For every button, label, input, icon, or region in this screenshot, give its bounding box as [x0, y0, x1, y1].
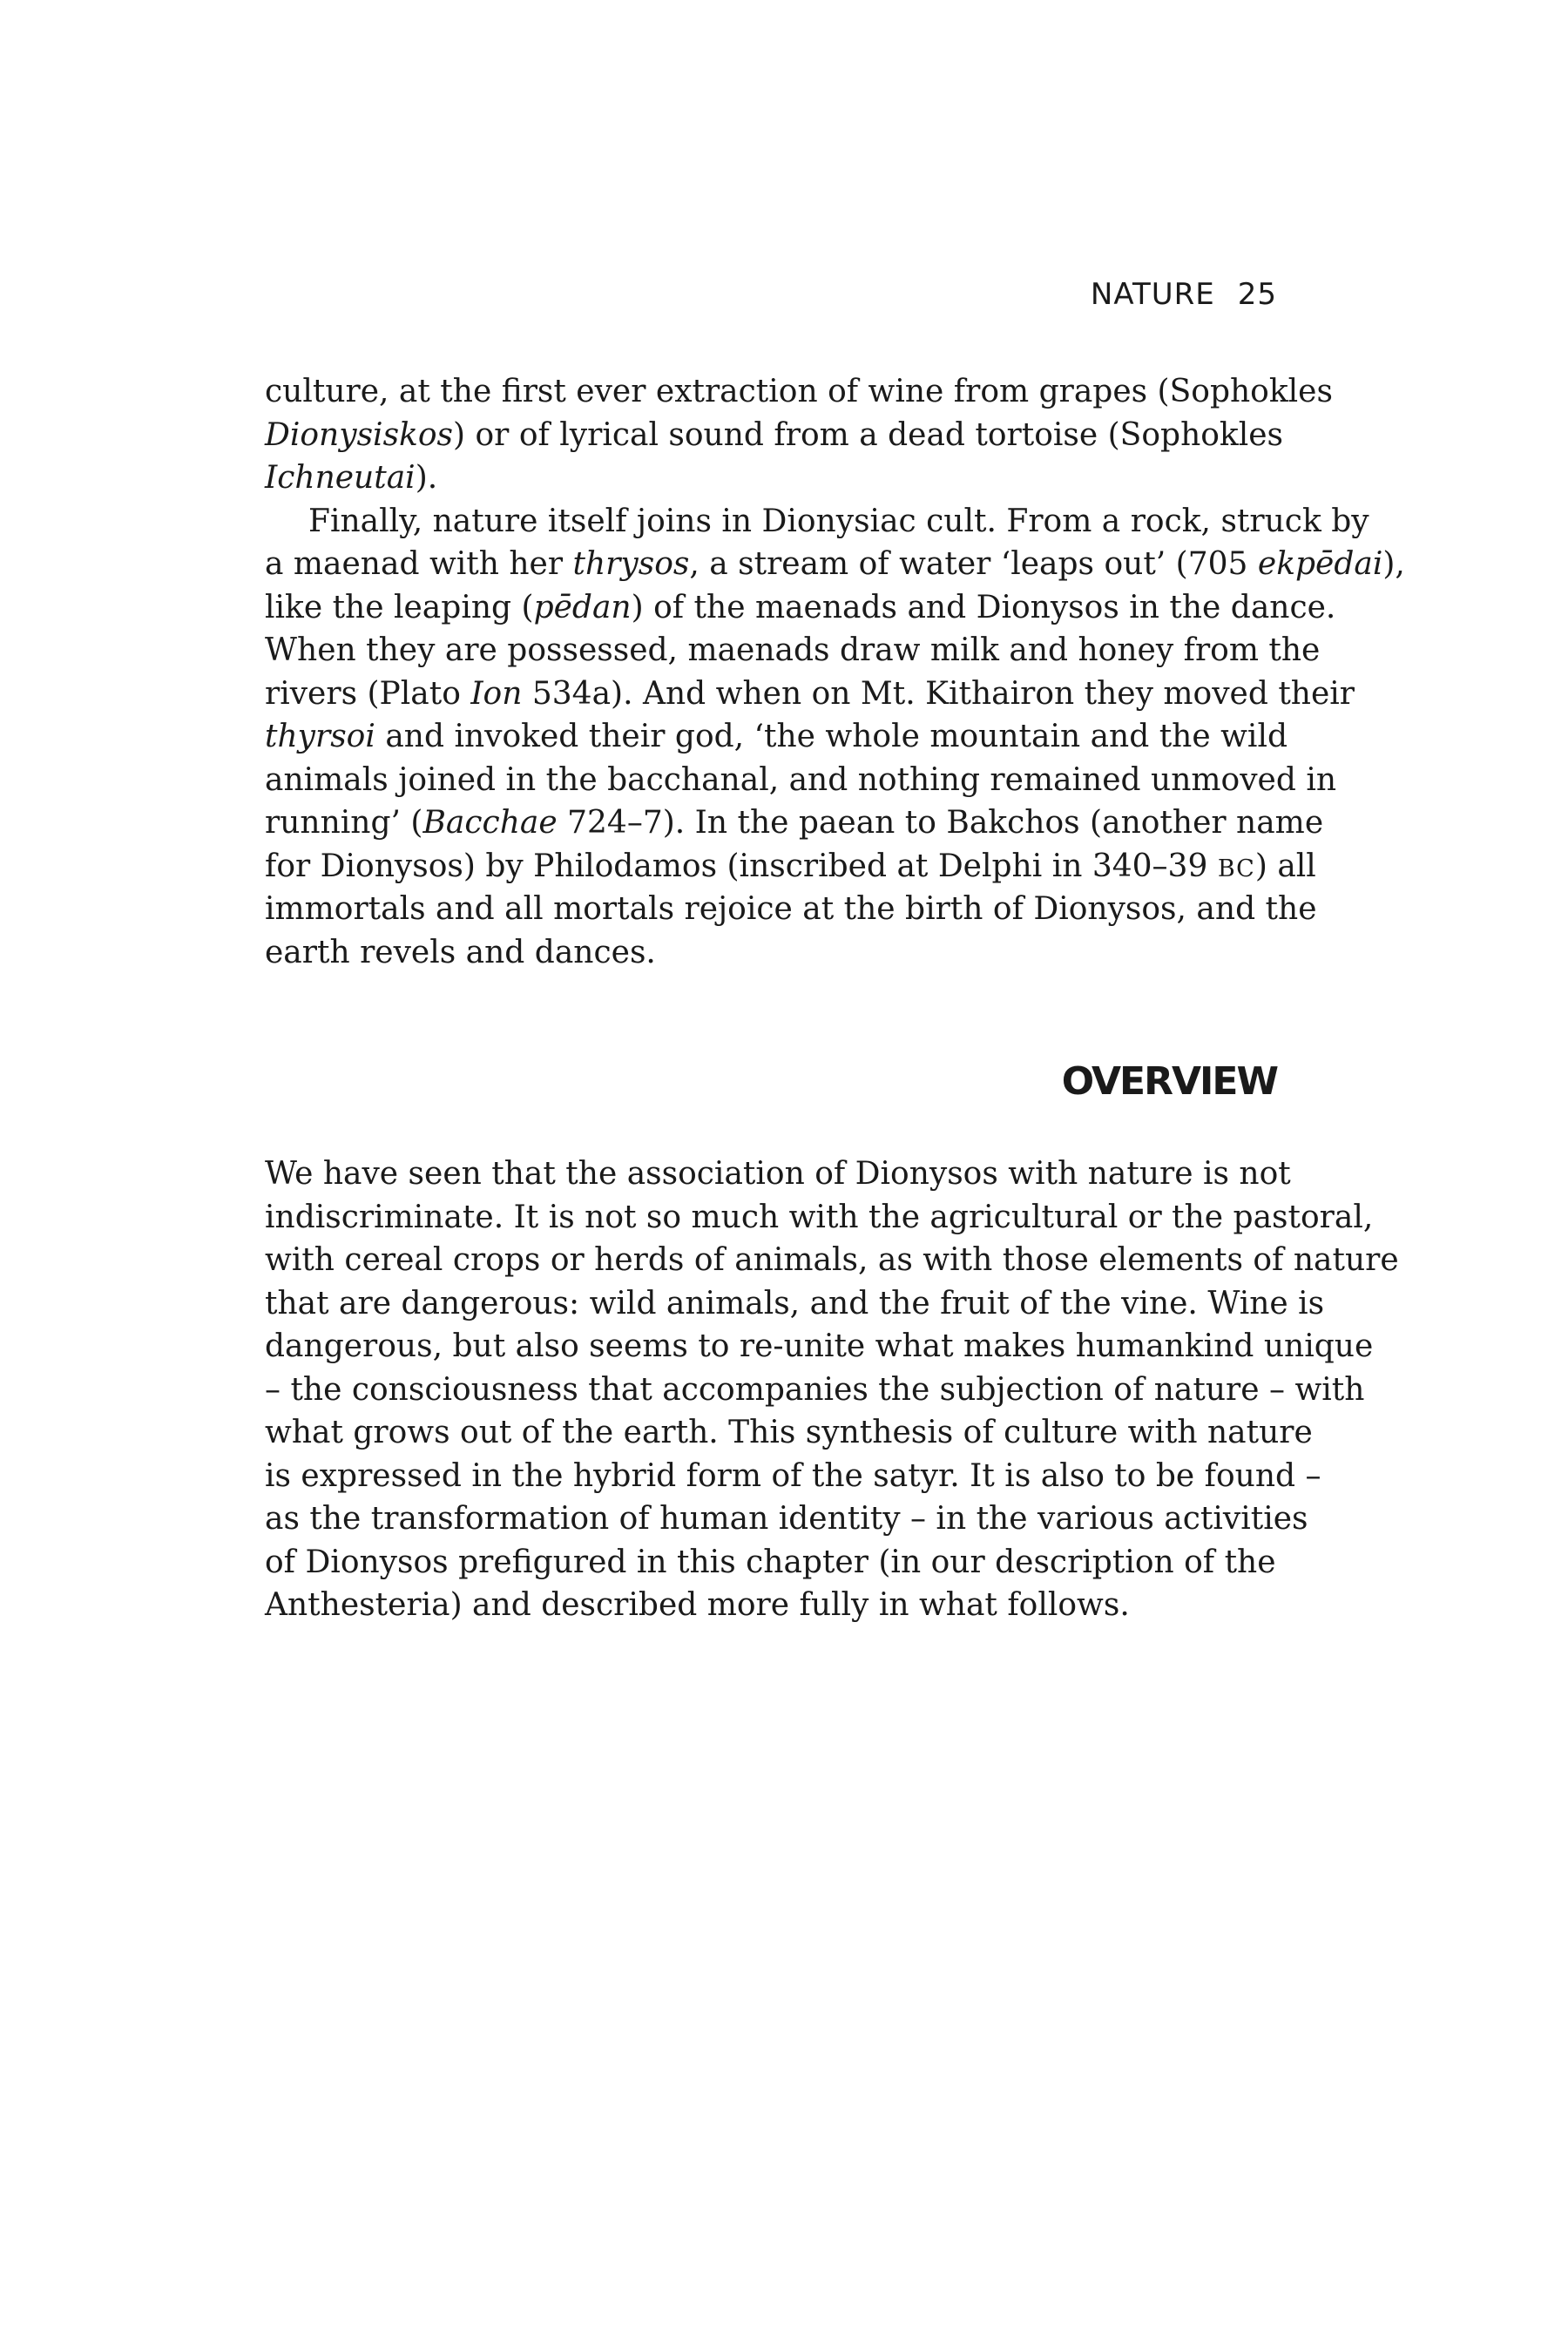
- running-head: [1091, 277, 1277, 312]
- text-line: what grows out of the earth. This synthesis of culture with nature: [265, 1415, 1313, 1450]
- text-line: Anthesteria) and described more fully in what follows.: [265, 1587, 1130, 1623]
- text-line: like the leaping (pēdan) of the maenads and Dionysos in the dance.: [265, 589, 1336, 625]
- italic-term: thrysos: [572, 546, 690, 582]
- text-line: indiscriminate. It is not so much with the agricultural or the pastoral,: [265, 1199, 1374, 1235]
- body-text-top: [265, 370, 1405, 974]
- text-line: rivers (Plato Ion 534a). And when on Mt. Kithairon they moved their: [265, 675, 1355, 712]
- text-line: Ichneutai).: [265, 460, 438, 496]
- paragraph: [265, 500, 1405, 975]
- text-line: with cereal crops or herds of animals, as with those elements of nature: [265, 1242, 1399, 1278]
- text-line: Dionysiskos) or of lyrical sound from a dead tortoise (Sophokles: [265, 416, 1284, 453]
- italic-title: Bacchae: [422, 805, 558, 841]
- section-heading: OVERVIEW: [1061, 1059, 1277, 1104]
- text-line: When they are possessed, maenads draw milk and honey from the: [265, 632, 1321, 668]
- text-line: is expressed in the hybrid form of the satyr. It is also to be found –: [265, 1457, 1321, 1494]
- text-line: dangerous, but also seems to re-unite what makes humankind unique: [265, 1328, 1374, 1364]
- text-line: for Dionysos) by Philodamos (inscribed at Delphi in 340–39 BC) all: [265, 848, 1316, 884]
- running-head-title: NATURE: [1090, 277, 1215, 312]
- text-line: of Dionysos prefigured in this chapter (in our description of the: [265, 1544, 1276, 1580]
- italic-term: pēdan: [533, 589, 632, 625]
- text-line: thyrsoi and invoked their god, ‘the whole mountain and the wild: [265, 719, 1288, 754]
- text-line: that are dangerous: wild animals, and the fruit of the vine. Wine is: [265, 1285, 1325, 1321]
- italic-title: Ion: [470, 675, 523, 712]
- text-line: as the transformation of human identity – in the various activities: [265, 1501, 1308, 1537]
- body-text-overview: [265, 1152, 1399, 1627]
- paragraph: [265, 1152, 1399, 1627]
- text-line: immortals and all mortals rejoice at the birth of Dionysos, and the: [265, 891, 1317, 927]
- text-line: We have seen that the association of Dionysos with nature is not: [265, 1156, 1291, 1192]
- page-number: 25: [1237, 277, 1277, 312]
- italic-title: Ichneutai: [265, 460, 416, 496]
- text-line: culture, at the first ever extraction of wine from grapes (Sophokles: [265, 374, 1333, 409]
- text-line: a maenad with her thrysos, a stream of water ‘leaps out’ (705 ekpēdai),: [265, 546, 1405, 582]
- small-caps-era: BC: [1217, 855, 1255, 882]
- italic-term: thyrsoi: [265, 719, 375, 754]
- text-line: Finally, nature itself joins in Dionysiac cult. From a rock, struck by: [308, 503, 1369, 539]
- text-line: earth revels and dances.: [265, 934, 656, 970]
- text-line: animals joined in the bacchanal, and nothing remained unmoved in: [265, 761, 1337, 798]
- text-line: running’ (Bacchae 724–7). In the paean to Bakchos (another name: [265, 805, 1324, 841]
- italic-title: Dionysiskos: [265, 416, 453, 453]
- paragraph-continued: [265, 370, 1333, 500]
- text-line: – the consciousness that accompanies the subjection of nature – with: [265, 1371, 1365, 1408]
- italic-term: ekpēdai: [1257, 546, 1383, 582]
